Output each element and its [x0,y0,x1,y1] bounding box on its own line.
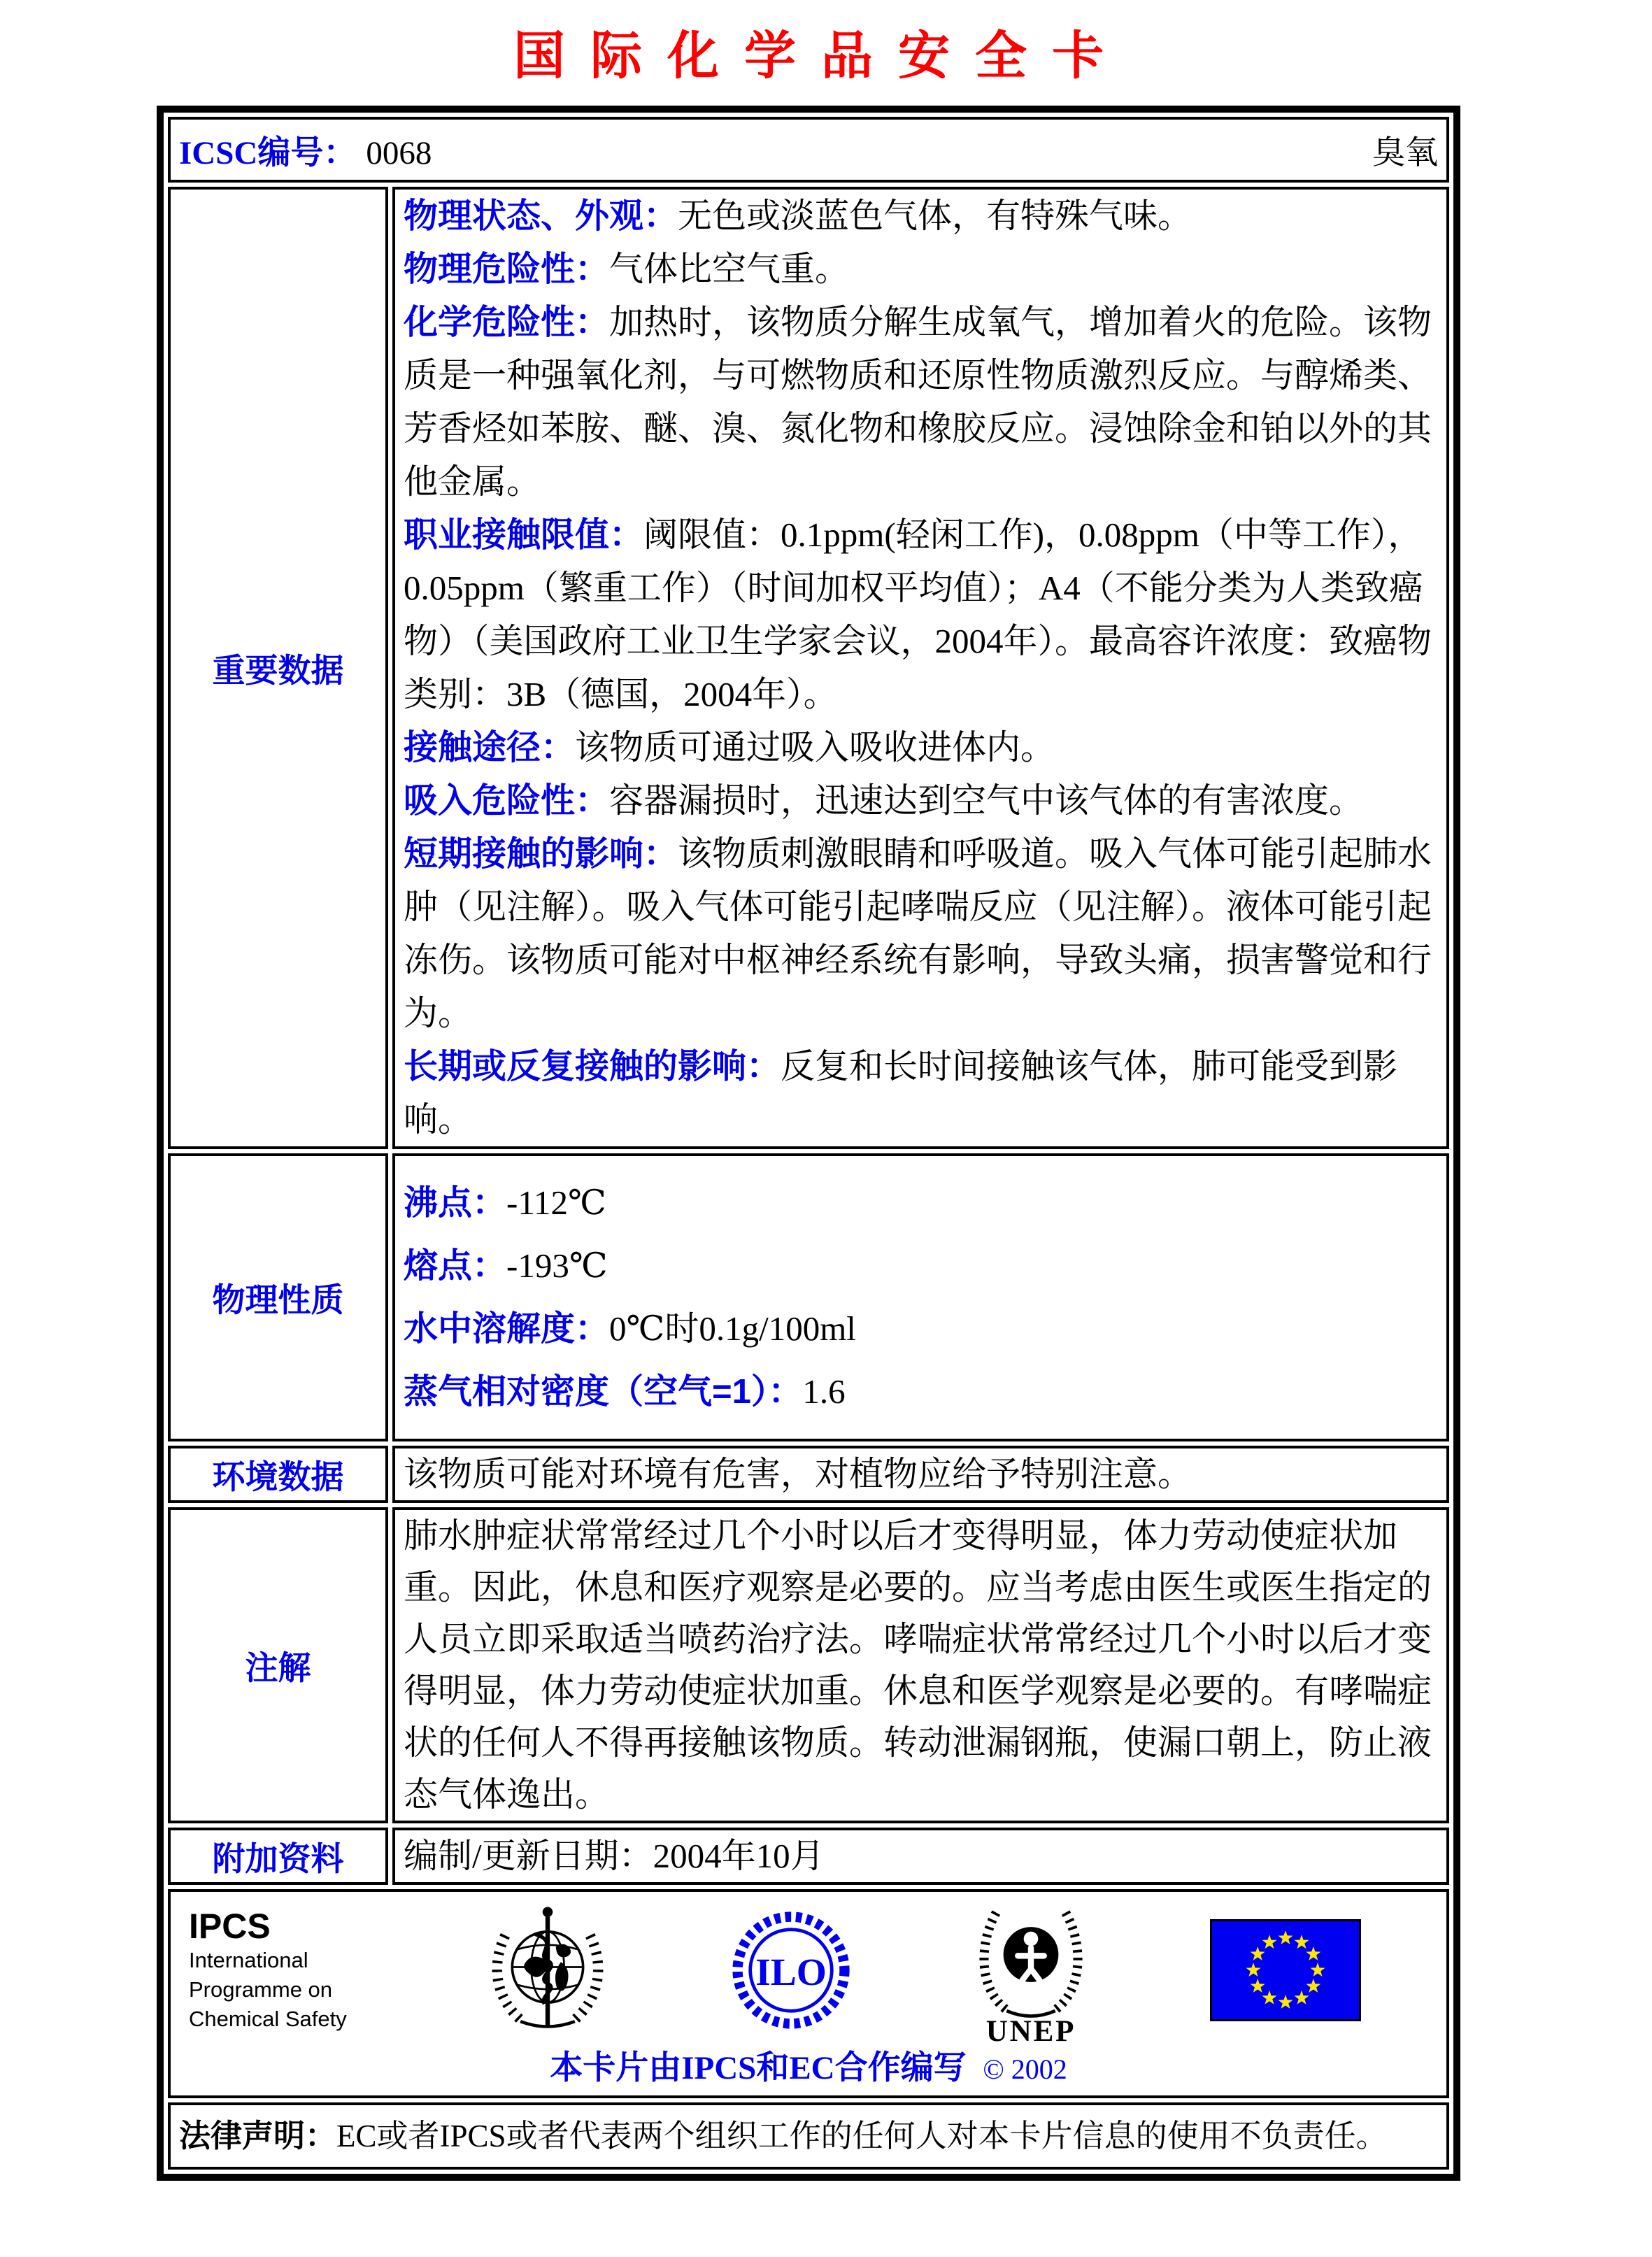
field-label: 吸入危险性： [404,782,610,820]
important-data-content [392,187,1449,1149]
footer-cell [168,1889,1449,2098]
paragraph-chemical-hazard [404,296,1438,508]
eu-flag-icon [1210,1919,1361,2021]
field-label: 物理危险性： [404,250,610,288]
ilo-logo-icon [731,1910,851,2030]
icsc-number-label: ICSC编号： [179,134,357,171]
physical-properties-content [392,1153,1449,1441]
ipcs-subtitle-line: Programme on [189,1977,333,2002]
additional-info-content: 编制/更新日期：2004年10月 [392,1828,1449,1885]
field-label: 蒸气相对密度（空气=1）： [404,1373,803,1411]
field-value: -193℃ [506,1246,608,1285]
icsc-number-value: 0068 [366,134,432,171]
unep-label: UNEP [985,2015,1076,2046]
field-label: 化学危险性： [404,304,610,341]
row-label-notes: 注解 [168,1507,388,1823]
header-cell [168,117,1449,183]
environmental-data-content: 该物质可能对环境有危害，对植物应给予特别注意。 [392,1446,1449,1503]
paragraph-physical-hazard [404,243,1438,296]
field-label: 职业接触限值： [404,516,644,554]
paragraph-short-term-effects [404,827,1438,1040]
ilo-label: ILO [755,1951,827,1994]
copyright-note: © 2002 [983,2053,1067,2085]
chemical-name: 臭氧 [1372,134,1438,171]
unep-logo-icon [969,1894,1093,2046]
ipcs-title: IPCS [189,1907,271,1946]
field-label: 物理状态、外观： [404,197,678,235]
ipcs-text-block [189,1907,364,2034]
environmental-data-row [168,1446,1449,1503]
footer-caption [179,2040,1438,2095]
important-data-row [168,187,1449,1149]
ipcs-subtitle-line: Chemical Safety [189,2007,347,2031]
legal-label: 法律声明： [179,2119,337,2153]
property-boiling-point [404,1172,1438,1234]
field-text: 加热时，该物质分解生成氧气，增加着火的危险。该物质是一种强氧化剂，与可燃物质和还原性物质激烈反应。与醇烯类、芳香烃如苯胺、醚、溴、氮化物和橡胶反应。浸蚀除金和铂以外的其他金属。 [404,303,1432,501]
notes-row [168,1507,1449,1823]
field-label: 接触途径： [404,729,576,767]
legal-row [168,2102,1449,2170]
footer-logos [179,1892,1438,2046]
paragraph-exposure-routes [404,721,1438,774]
field-text: 无色或淡蓝色气体，有特殊气味。 [678,197,1192,235]
page-title: 国际化学品安全卡 [513,28,1129,85]
property-melting-point [404,1234,1438,1297]
row-label-important-data: 重要数据 [168,187,388,1149]
field-label: 短期接触的影响： [404,835,678,873]
row-label-environmental-data: 环境数据 [168,1446,388,1503]
field-text: 该物质可通过吸入吸收进体内。 [575,728,1055,767]
field-label: 水中溶解度： [404,1310,610,1348]
paragraph-physical-state [404,190,1438,243]
icsc-card-table [157,106,1460,2181]
header-row [168,117,1449,183]
field-label: 熔点： [404,1247,507,1285]
physical-properties-row [168,1153,1449,1441]
ipcs-subtitle-line: International [189,1948,308,1972]
property-water-solubility [404,1297,1438,1360]
field-label: 沸点： [404,1184,507,1222]
cooperation-note: 本卡片由IPCS和EC合作编写 [550,2050,967,2086]
paragraph-long-term-effects [404,1040,1438,1146]
row-label-additional-info: 附加资料 [168,1828,388,1885]
paragraph-occupational-limits [404,508,1438,721]
field-text: 气体比空气重。 [609,250,850,288]
field-value: 0℃时0.1g/100ml [609,1309,856,1348]
paragraph-inhalation-risk [404,774,1438,827]
legal-cell [168,2102,1449,2170]
field-text: 阈限值：0.1ppm(轻闲工作)，0.08ppm（中等工作），0.05ppm（繁重工作）（时间加权平均值）；A4（不能分类为人类致癌物）（美国政府工业卫生学家会议，2004年）。最高容许浓度：致癌物类别：3B（德国，2004年）。 [404,515,1432,713]
footer-row [168,1889,1449,2098]
field-label: 长期或反复接触的影响： [404,1048,781,1085]
row-label-physical-properties: 物理性质 [168,1153,388,1441]
legal-text: EC或者IPCS或者代表两个组织工作的任何人对本卡片信息的使用不负责任。 [336,2119,1388,2153]
notes-content: 肺水肿症状常常经过几个小时以后才变得明显，体力劳动使症状加重。因此，休息和医疗观察是必要的。应当考虑由医生或医生指定的人员立即采取适当喷药治疗法。哮喘症状常常经过几个小时以后才变得明显，体力劳动使症状加重。休息和医学观察是必要的。有哮喘症状的任何人不得再接触该物质。转动泄漏钢瓶，使漏口朝上，防止液态气体逸出。 [392,1507,1449,1823]
field-text: 反复和长时间接触该气体，肺可能受到影响。 [404,1047,1398,1139]
field-text: 容器漏损时，迅速达到空气中该气体的有害浓度。 [609,781,1364,820]
property-vapor-density [404,1360,1438,1423]
icsc-number-group [179,127,432,173]
field-text: 该物质刺激眼睛和呼吸道。吸入气体可能引起肺水肿（见注解）。吸入气体可能引起哮喘反应（见注解）。液体可能引起冻伤。该物质可能对中枢神经系统有影响，导致头痛，损害警觉和行为。 [404,834,1432,1032]
field-value: 1.6 [802,1372,846,1411]
who-logo-icon [481,1900,614,2040]
field-value: -112℃ [506,1183,606,1222]
additional-info-row [168,1828,1449,1885]
